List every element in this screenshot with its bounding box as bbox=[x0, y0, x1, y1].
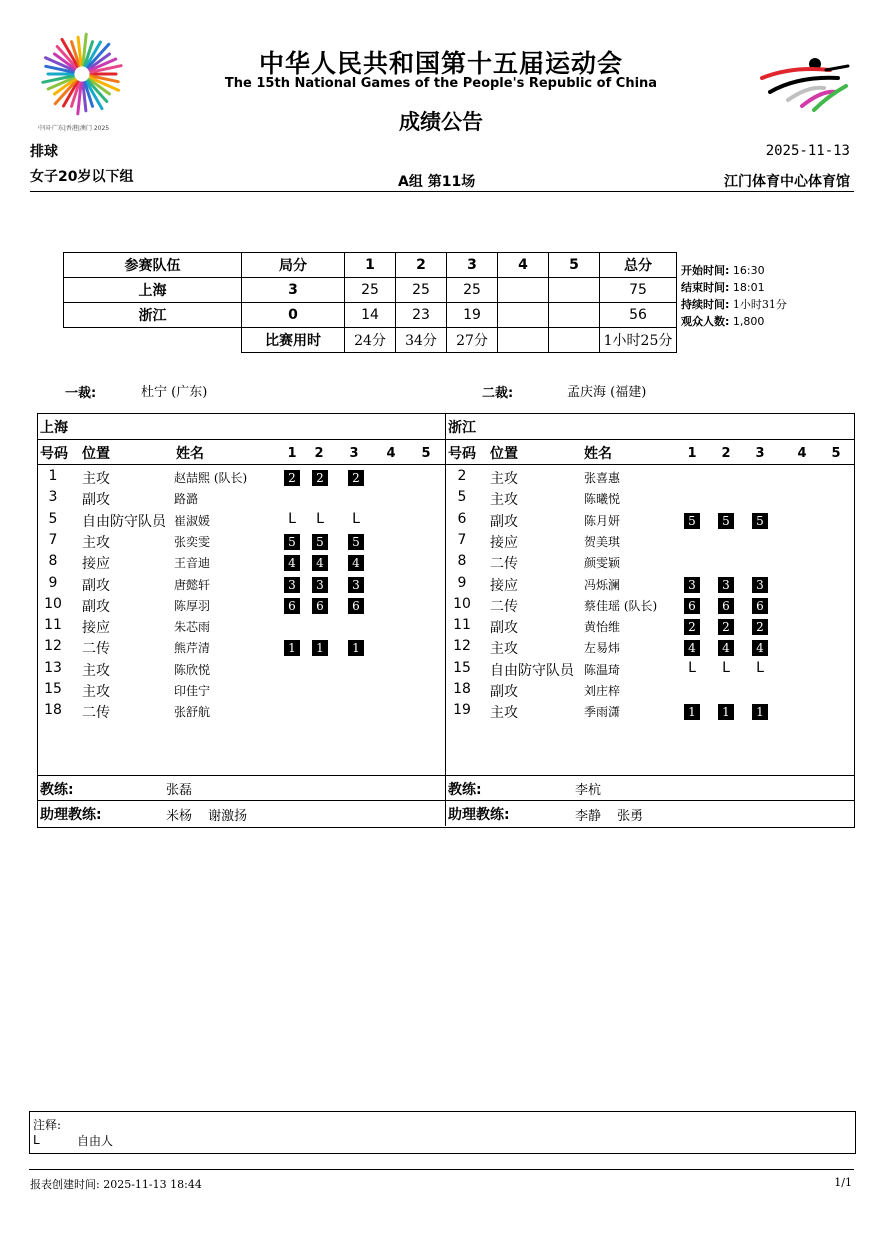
starting-position-badge: 5 bbox=[348, 534, 364, 550]
header-sets: 局分 bbox=[242, 253, 345, 278]
player-row bbox=[40, 638, 440, 659]
starting-position-badge: 3 bbox=[684, 577, 700, 593]
header-name: 姓名 bbox=[584, 446, 612, 462]
player-name: 赵喆熙 (队长) bbox=[174, 471, 248, 485]
starting-position-badge: 4 bbox=[348, 555, 364, 571]
header-set-4: 4 bbox=[386, 446, 396, 461]
player-number: 10 bbox=[44, 595, 62, 612]
player-position: 主攻 bbox=[82, 471, 110, 487]
starting-position-badge: 2 bbox=[284, 470, 300, 486]
player-number: 7 bbox=[48, 531, 58, 548]
score-row-away bbox=[64, 303, 677, 328]
header-team: 参赛队伍 bbox=[64, 253, 242, 278]
player-row bbox=[448, 660, 848, 681]
set-score-cell: 25 bbox=[345, 278, 396, 303]
starting-position-badge: 1 bbox=[684, 704, 700, 720]
starting-position-badge: 4 bbox=[718, 640, 734, 656]
header-position: 位置 bbox=[82, 446, 110, 462]
player-position: 主攻 bbox=[490, 471, 518, 487]
header-set-5: 5 bbox=[831, 446, 841, 461]
player-row bbox=[40, 596, 440, 617]
libero-mark: L bbox=[352, 510, 360, 527]
player-name: 朱芯雨 bbox=[174, 620, 211, 635]
player-row bbox=[40, 468, 440, 489]
set-score-cell: 19 bbox=[447, 303, 498, 328]
player-number: 5 bbox=[48, 510, 58, 527]
player-position: 副攻 bbox=[82, 577, 110, 594]
player-row bbox=[40, 617, 440, 638]
header-number: 号码 bbox=[40, 446, 68, 462]
away-team-name: 浙江 bbox=[448, 420, 476, 436]
starting-position-badge: 5 bbox=[284, 534, 300, 550]
starting-position-badge: 1 bbox=[718, 704, 734, 720]
player-number: 8 bbox=[457, 553, 467, 570]
player-position: 接应 bbox=[82, 620, 110, 637]
player-name: 黄怡维 bbox=[584, 620, 621, 635]
player-name: 颜雯颖 bbox=[584, 556, 621, 571]
player-position: 主攻 bbox=[82, 662, 110, 679]
page-subtitle: The 15th National Games of the People's Republic of China bbox=[224, 76, 658, 91]
starting-position-badge: 6 bbox=[752, 598, 768, 614]
player-number: 2 bbox=[457, 468, 467, 484]
end-time: 结束时间: 18:01 bbox=[681, 281, 765, 294]
header-set-5: 5 bbox=[421, 446, 431, 461]
venue-label: 江门体育中心体育馆 bbox=[724, 174, 850, 190]
home-coach: 张磊 bbox=[166, 783, 193, 798]
set-score-cell: 25 bbox=[447, 278, 498, 303]
starting-position-badge: 6 bbox=[312, 598, 328, 614]
player-number: 13 bbox=[44, 659, 62, 676]
team-name-cell: 浙江 bbox=[64, 303, 242, 328]
player-number: 9 bbox=[48, 574, 58, 591]
player-position: 副攻 bbox=[82, 492, 110, 509]
player-number: 8 bbox=[48, 553, 58, 570]
player-row bbox=[448, 532, 848, 553]
starting-position-badge: 3 bbox=[348, 577, 364, 593]
player-position: 二传 bbox=[490, 598, 518, 615]
match-date: 2025-11-13 bbox=[765, 143, 850, 159]
set-score-cell: 14 bbox=[345, 303, 396, 328]
total-score-cell: 75 bbox=[600, 278, 677, 303]
player-position: 二传 bbox=[82, 641, 110, 658]
player-number: 7 bbox=[457, 531, 467, 548]
starting-position-badge: 5 bbox=[312, 534, 328, 550]
notes-label: 注释: bbox=[33, 1118, 62, 1132]
player-row bbox=[40, 681, 440, 702]
header-set-3: 3 bbox=[447, 253, 498, 278]
page-title: 中华人民共和国第十五届运动会 bbox=[258, 49, 623, 78]
roster-assistant-divider bbox=[37, 800, 855, 801]
starting-position-badge: 2 bbox=[312, 470, 328, 486]
player-name: 张奕雯 bbox=[174, 534, 211, 549]
player-position: 副攻 bbox=[490, 513, 518, 530]
document-title: 成绩公告 bbox=[399, 110, 483, 134]
player-name: 陈厚羽 bbox=[174, 598, 211, 613]
sport-label: 排球 bbox=[30, 144, 58, 160]
total-score-cell: 56 bbox=[600, 303, 677, 328]
group-match-label: A组 第11场 bbox=[398, 174, 476, 190]
starting-position-badge: 5 bbox=[752, 513, 768, 529]
player-row bbox=[448, 489, 848, 510]
player-number: 15 bbox=[44, 681, 62, 697]
roster-column-divider bbox=[445, 413, 446, 826]
player-row bbox=[448, 511, 848, 532]
header-total: 总分 bbox=[600, 253, 677, 278]
player-number: 10 bbox=[453, 595, 471, 612]
player-name: 季雨潇 bbox=[584, 705, 621, 720]
player-position: 自由防守队员 bbox=[490, 662, 574, 679]
starting-position-badge: 4 bbox=[284, 555, 300, 571]
starting-position-badge: 2 bbox=[684, 619, 700, 635]
player-row bbox=[448, 468, 848, 489]
player-row bbox=[448, 617, 848, 638]
player-number: 3 bbox=[48, 489, 58, 506]
libero-mark: L bbox=[688, 659, 696, 676]
header-set-3: 3 bbox=[755, 446, 765, 461]
home-coach-label: 教练: bbox=[40, 782, 74, 798]
player-position: 主攻 bbox=[82, 684, 110, 700]
duration: 持续时间: 1小时31分 bbox=[681, 298, 787, 311]
player-name: 张舒航 bbox=[174, 705, 211, 720]
starting-position-badge: 3 bbox=[312, 577, 328, 593]
attendance: 观众人数: 1,800 bbox=[681, 315, 765, 328]
player-position: 自由防守队员 bbox=[82, 513, 166, 530]
player-name: 蔡佳瑶 (队长) bbox=[584, 598, 658, 613]
score-row-home bbox=[64, 278, 677, 303]
player-name: 陈曦悦 bbox=[584, 492, 621, 507]
set-time-cell: 24分 bbox=[345, 328, 396, 353]
starting-position-badge: 5 bbox=[684, 513, 700, 529]
libero-mark: L bbox=[756, 659, 764, 676]
time-label-cell: 比赛用时 bbox=[242, 328, 345, 353]
set-time-cell: 34分 bbox=[396, 328, 447, 353]
roster-header-divider bbox=[37, 464, 855, 465]
player-name: 陈欣悦 bbox=[174, 662, 211, 677]
set-score-cell bbox=[549, 303, 600, 328]
player-number: 12 bbox=[44, 638, 62, 655]
player-number: 6 bbox=[457, 510, 467, 527]
starting-position-badge: 1 bbox=[752, 704, 768, 720]
player-position: 主攻 bbox=[490, 705, 518, 722]
starting-position-badge: 1 bbox=[348, 640, 364, 656]
header-set-5: 5 bbox=[549, 253, 600, 278]
set-time-cell bbox=[498, 328, 549, 353]
report-created-time: 报表创建时间: 2025-11-13 18:44 bbox=[30, 1178, 202, 1191]
sets-won-cell: 3 bbox=[242, 278, 345, 303]
starting-position-badge: 3 bbox=[284, 577, 300, 593]
page-number: 1/1 bbox=[834, 1176, 852, 1189]
player-row bbox=[40, 532, 440, 553]
score-table bbox=[63, 252, 677, 353]
roster-team-divider bbox=[37, 439, 855, 440]
away-assistant: 李静 张勇 bbox=[575, 809, 644, 824]
player-row bbox=[40, 660, 440, 681]
starting-position-badge: 5 bbox=[718, 513, 734, 529]
player-position: 副攻 bbox=[490, 620, 518, 637]
player-position: 主攻 bbox=[490, 492, 518, 509]
starting-position-badge: 4 bbox=[752, 640, 768, 656]
starting-position-badge: 6 bbox=[684, 598, 700, 614]
player-number: 5 bbox=[457, 489, 467, 506]
notes-symbol: L bbox=[33, 1133, 40, 1147]
header-number: 号码 bbox=[448, 446, 476, 462]
header-name: 姓名 bbox=[176, 446, 204, 462]
player-number: 1 bbox=[48, 468, 58, 484]
total-time-cell: 1小时25分 bbox=[600, 328, 677, 353]
player-name: 王音迪 bbox=[174, 556, 211, 571]
player-row bbox=[448, 702, 848, 723]
logo-caption: 中国·广东|香港|澳门 2025 bbox=[38, 125, 110, 132]
starting-position-badge: 1 bbox=[312, 640, 328, 656]
player-row bbox=[448, 638, 848, 659]
player-number: 15 bbox=[453, 659, 471, 676]
starting-position-badge: 6 bbox=[718, 598, 734, 614]
libero-mark: L bbox=[722, 659, 730, 676]
player-name: 陈温琦 bbox=[584, 662, 621, 677]
notes-box bbox=[29, 1111, 856, 1154]
player-number: 18 bbox=[44, 702, 62, 719]
player-number: 12 bbox=[453, 638, 471, 655]
player-name: 印佳宁 bbox=[174, 684, 211, 698]
player-row bbox=[448, 681, 848, 702]
home-team-name: 上海 bbox=[40, 420, 68, 436]
notes-text: 自由人 bbox=[77, 1134, 114, 1148]
header-set-2: 2 bbox=[396, 253, 447, 278]
player-name: 唐懿轩 bbox=[174, 577, 211, 592]
player-position: 接应 bbox=[82, 556, 110, 573]
player-position: 二传 bbox=[82, 705, 110, 722]
starting-position-badge: 6 bbox=[284, 598, 300, 614]
set-score-cell bbox=[549, 278, 600, 303]
away-assistant-label: 助理教练: bbox=[448, 807, 510, 823]
away-coach-label: 教练: bbox=[448, 782, 482, 798]
player-position: 主攻 bbox=[82, 534, 110, 551]
player-row bbox=[40, 575, 440, 596]
player-name: 张喜惠 bbox=[584, 471, 621, 485]
starting-position-badge: 6 bbox=[348, 598, 364, 614]
player-row bbox=[40, 553, 440, 574]
set-score-cell: 23 bbox=[396, 303, 447, 328]
player-name: 刘庄梓 bbox=[584, 684, 621, 698]
starting-position-badge: 3 bbox=[752, 577, 768, 593]
player-name: 熊芹清 bbox=[174, 641, 211, 656]
starting-position-badge: 4 bbox=[684, 640, 700, 656]
header-set-4: 4 bbox=[498, 253, 549, 278]
sets-won-cell: 0 bbox=[242, 303, 345, 328]
set-score-cell bbox=[498, 278, 549, 303]
starting-position-badge: 2 bbox=[718, 619, 734, 635]
first-referee-label: 一裁: bbox=[65, 386, 97, 401]
set-time-cell bbox=[549, 328, 600, 353]
away-coach: 李杭 bbox=[575, 783, 602, 798]
starting-position-badge: 2 bbox=[348, 470, 364, 486]
starting-position-badge: 1 bbox=[284, 640, 300, 656]
player-position: 副攻 bbox=[82, 598, 110, 615]
player-name: 路潞 bbox=[174, 492, 199, 507]
starting-position-badge: 3 bbox=[718, 577, 734, 593]
footer-divider bbox=[29, 1169, 854, 1170]
player-number: 11 bbox=[453, 617, 471, 634]
player-number: 18 bbox=[453, 681, 471, 697]
header-set-4: 4 bbox=[797, 446, 807, 461]
player-row bbox=[40, 511, 440, 532]
player-row bbox=[448, 596, 848, 617]
roster-coach-divider bbox=[37, 775, 855, 776]
player-row bbox=[448, 575, 848, 596]
header-set-2: 2 bbox=[314, 446, 324, 461]
starting-position-badge: 2 bbox=[752, 619, 768, 635]
player-number: 11 bbox=[44, 617, 62, 634]
player-name: 左易炜 bbox=[584, 641, 621, 656]
score-header-row bbox=[64, 253, 677, 278]
team-name-cell: 上海 bbox=[64, 278, 242, 303]
header-position: 位置 bbox=[490, 446, 518, 462]
header-set-2: 2 bbox=[721, 446, 731, 461]
player-number: 19 bbox=[453, 702, 471, 719]
second-referee-label: 二裁: bbox=[482, 386, 514, 401]
time-row bbox=[64, 328, 677, 353]
libero-mark: L bbox=[316, 510, 324, 527]
player-position: 主攻 bbox=[490, 641, 518, 658]
player-position: 接应 bbox=[490, 534, 518, 551]
category-label: 女子20岁以下组 bbox=[30, 169, 134, 185]
player-position: 接应 bbox=[490, 577, 518, 594]
home-assistant-label: 助理教练: bbox=[40, 807, 102, 823]
header-set-1: 1 bbox=[345, 253, 396, 278]
start-time: 开始时间: 16:30 bbox=[681, 264, 765, 277]
player-row bbox=[40, 489, 440, 510]
player-name: 陈月妍 bbox=[584, 513, 621, 528]
libero-mark: L bbox=[288, 510, 296, 527]
home-assistant: 米杨 谢激扬 bbox=[166, 809, 248, 824]
header-set-1: 1 bbox=[687, 446, 697, 461]
player-name: 贺美琪 bbox=[584, 534, 621, 549]
first-referee: 杜宁 (广东) bbox=[141, 385, 208, 400]
set-score-cell: 25 bbox=[396, 278, 447, 303]
player-row bbox=[448, 553, 848, 574]
starting-position-badge: 4 bbox=[312, 555, 328, 571]
header-set-1: 1 bbox=[287, 446, 297, 461]
set-time-cell: 27分 bbox=[447, 328, 498, 353]
set-score-cell bbox=[498, 303, 549, 328]
player-row bbox=[40, 702, 440, 723]
header-divider bbox=[30, 191, 854, 192]
second-referee: 孟庆海 (福建) bbox=[567, 385, 647, 400]
header-set-3: 3 bbox=[349, 446, 359, 461]
player-position: 二传 bbox=[490, 556, 518, 573]
player-position: 副攻 bbox=[490, 684, 518, 700]
player-name: 崔淑媛 bbox=[174, 513, 211, 528]
player-name: 冯烁澜 bbox=[584, 577, 621, 592]
player-number: 9 bbox=[457, 574, 467, 591]
